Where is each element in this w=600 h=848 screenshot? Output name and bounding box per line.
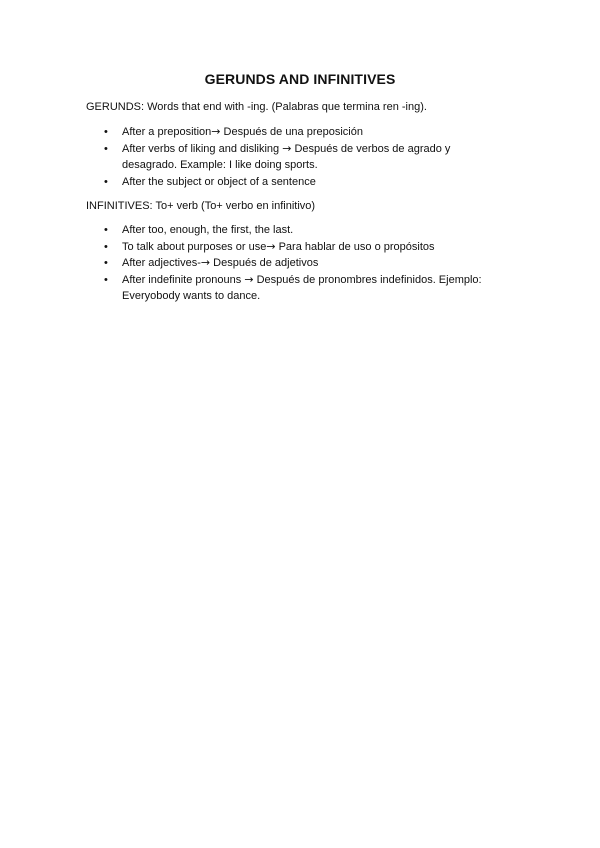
item-text: After too, enough, the first, the last. bbox=[122, 224, 294, 236]
item-text: After the subject or object of a sentence bbox=[122, 175, 316, 188]
list-item bbox=[86, 141, 486, 174]
item-translation: Después de verbos de agrado y desagrado. Example: I like doing sports. bbox=[122, 142, 451, 171]
item-translation: Después de una preposición bbox=[220, 126, 363, 138]
bullet-icon: • bbox=[104, 224, 108, 236]
infinitives-list bbox=[86, 222, 486, 305]
list-item bbox=[86, 174, 486, 191]
arrow-right-icon: → bbox=[200, 256, 211, 269]
bullet-icon: • bbox=[104, 175, 108, 188]
list-item bbox=[86, 222, 486, 239]
bullet-icon: • bbox=[104, 257, 108, 269]
item-text: After adjectives- bbox=[122, 257, 201, 269]
list-item bbox=[86, 255, 486, 272]
arrow-right-icon: → bbox=[266, 239, 276, 253]
gerunds-intro: GERUNDS: Words that end with -ing. (Palabras que termina ren -ing). bbox=[86, 101, 427, 113]
bullet-icon: • bbox=[104, 142, 108, 155]
document-title: GERUNDS AND INFINITIVES bbox=[204, 71, 396, 87]
bullet-icon: • bbox=[104, 240, 108, 253]
gerunds-list bbox=[86, 124, 486, 190]
list-item bbox=[86, 239, 486, 256]
arrow-right-icon: → bbox=[211, 125, 221, 138]
arrow-right-icon: → bbox=[244, 272, 254, 286]
item-text: To talk about purposes or use bbox=[122, 240, 267, 253]
item-text: After verbs of liking and disliking bbox=[122, 142, 283, 155]
list-item bbox=[86, 272, 486, 305]
item-translation: Para hablar de uso o propósitos bbox=[275, 240, 435, 253]
infinitives-intro: INFINITIVES: To+ verb (To+ verbo en infinitivo) bbox=[86, 200, 316, 212]
item-text: After indefinite pronouns bbox=[122, 273, 245, 286]
bullet-icon: • bbox=[104, 126, 108, 138]
item-text: After a preposition bbox=[122, 126, 212, 138]
arrow-right-icon: → bbox=[282, 141, 292, 155]
list-item bbox=[86, 124, 486, 141]
bullet-icon: • bbox=[104, 273, 108, 286]
item-translation: Después de pronombres indefinidos. Ejemplo: Everyobody wants to dance. bbox=[122, 273, 482, 302]
item-translation: Después de adjetivos bbox=[210, 257, 319, 269]
